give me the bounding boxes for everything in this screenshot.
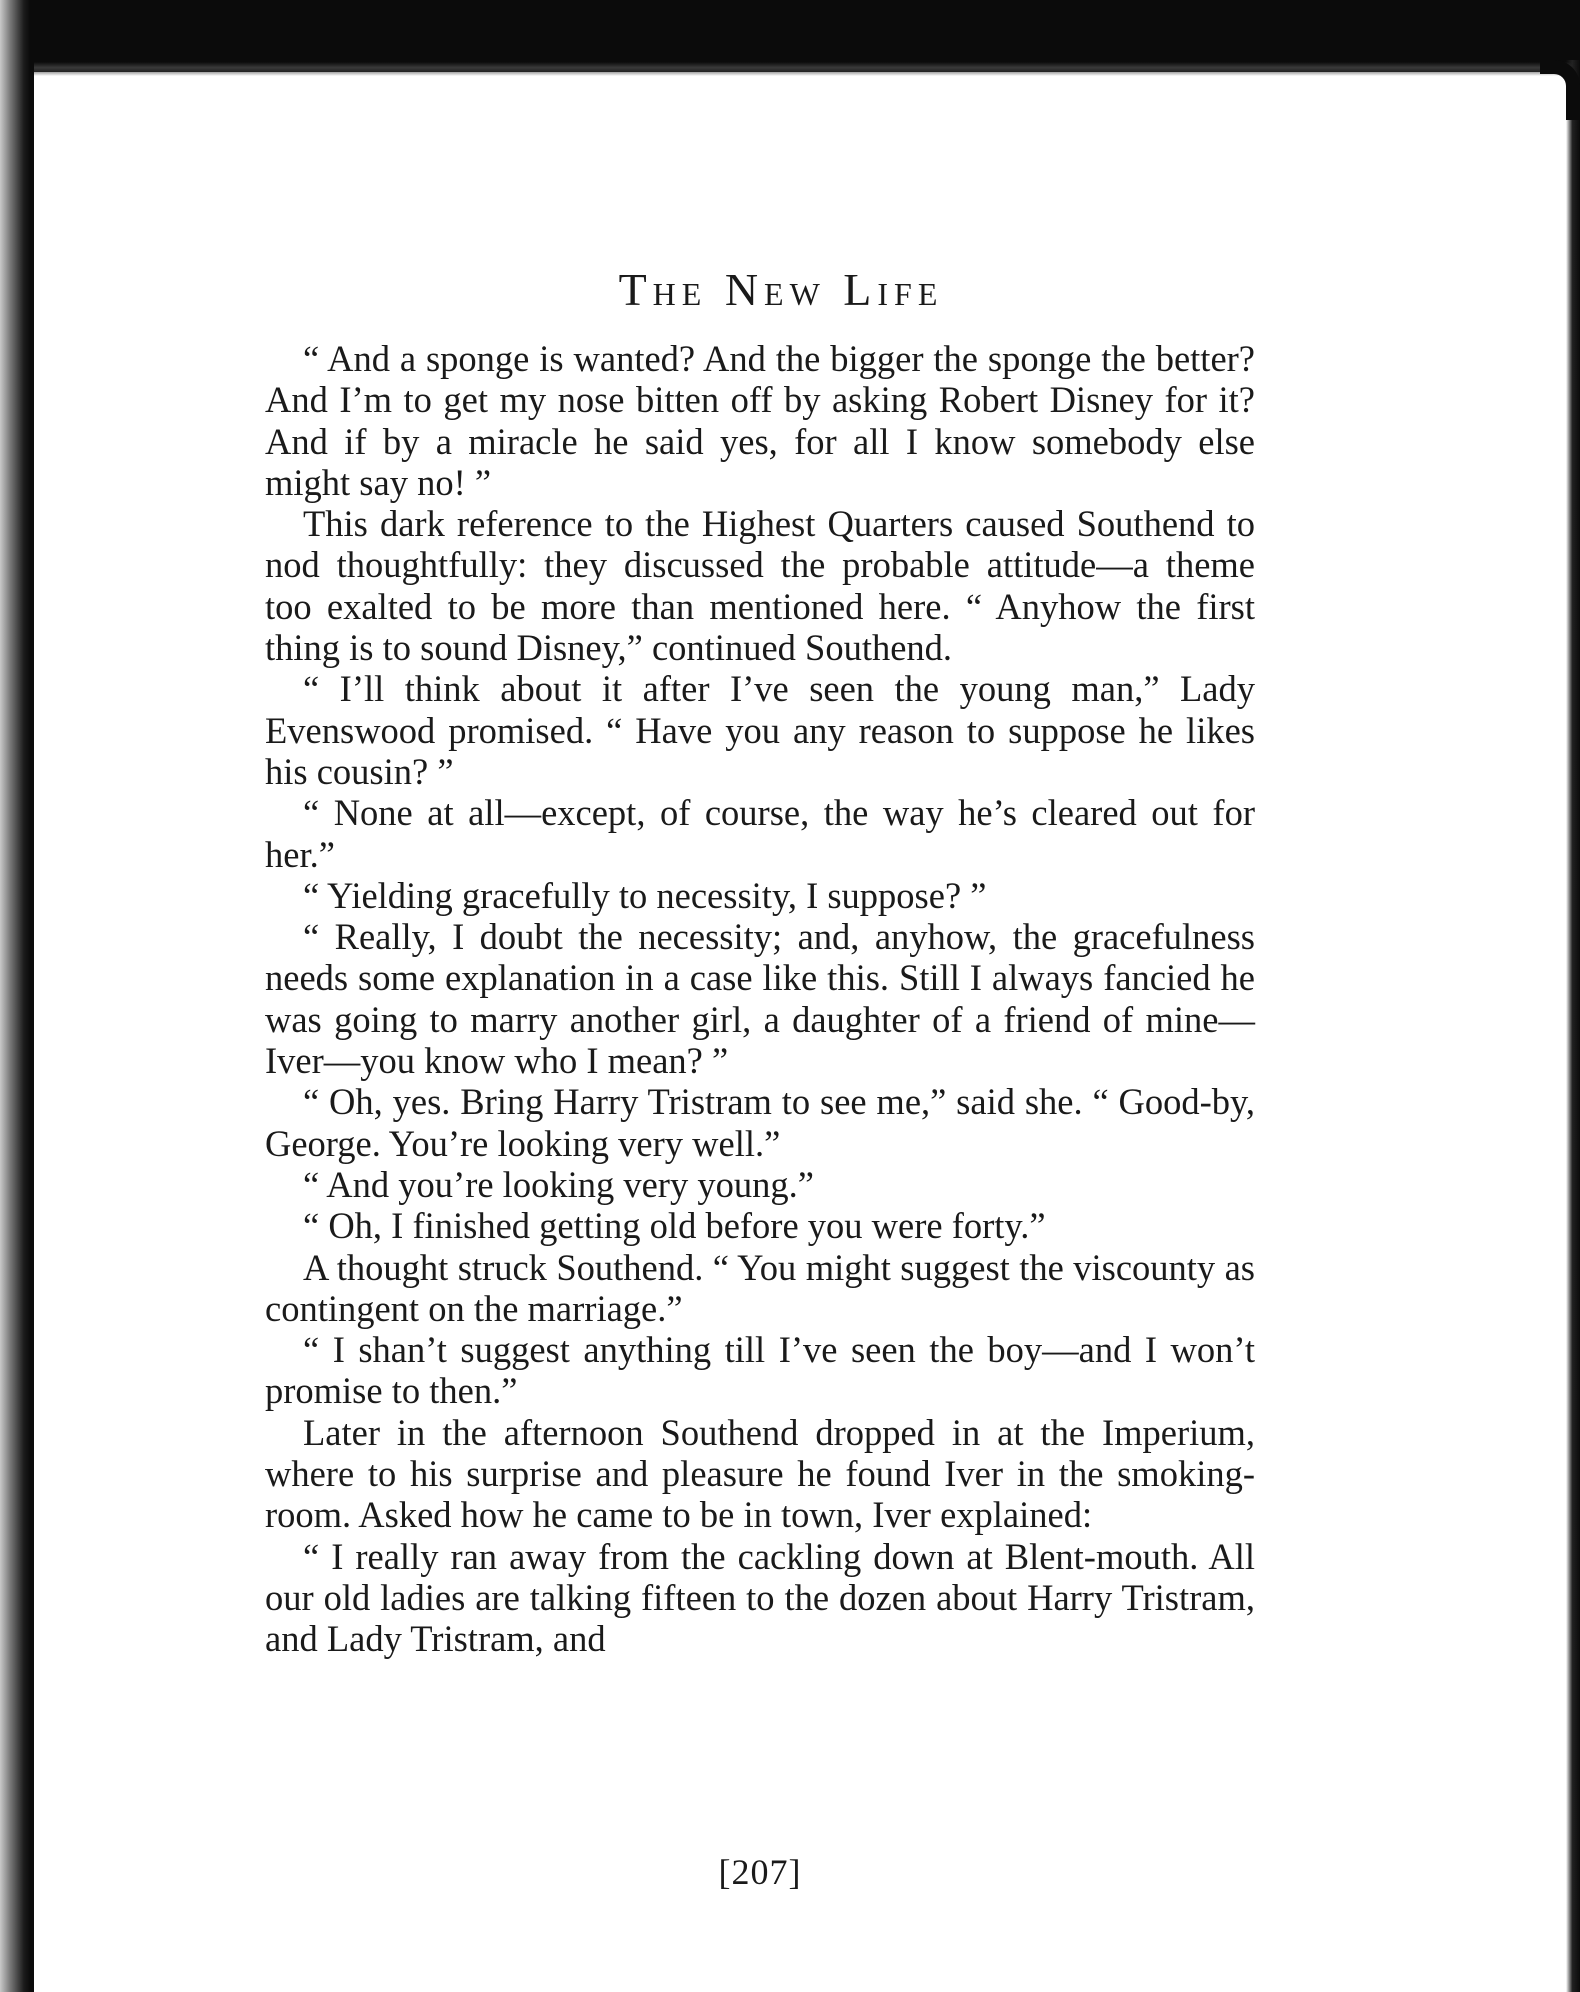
scan-page-curl bbox=[1540, 60, 1580, 120]
paragraph: This dark reference to the Highest Quarters caused Southend to nod thoughtfully: they discussed the probable attitude—a theme too exalted to be more than mentioned here. “ Anyhow the first thing is to sound Disney,” continued Southend. bbox=[265, 503, 1255, 669]
paragraph: Later in the afternoon Southend dropped in at the Imperium, where to his surprise and pleasure he found Iver in the smoking-room. Asked how he came to be in town, Iver explained: bbox=[265, 1411, 1255, 1536]
paragraph: “ I shan’t suggest anything till I’ve seen the boy—and I won’t promise to then.” bbox=[265, 1329, 1255, 1412]
page-number: [207] bbox=[718, 1852, 802, 1892]
paragraph: “ Really, I doubt the necessity; and, anyhow, the gracefulness needs some explanation in a case like this. Still I always fancied he was going to marry another girl, a daughter of a friend of mine—Iver—you know who I mean? ” bbox=[265, 916, 1255, 1082]
paragraph: “ Oh, I finished getting old before you were forty.” bbox=[303, 1205, 1046, 1247]
paragraph: “ Yielding gracefully to necessity, I suppose? ” bbox=[303, 874, 987, 916]
book-page bbox=[265, 262, 1255, 1892]
paragraph: A thought struck Southend. “ You might suggest the viscounty as contingent on the marriage.” bbox=[265, 1246, 1255, 1329]
scan-shadow-left bbox=[0, 0, 34, 1992]
running-head: The New Life bbox=[618, 264, 944, 315]
scan-shadow-right bbox=[1566, 60, 1580, 1992]
paragraph: “ And a sponge is wanted? And the bigger the sponge the better? And I’m to get my nose bitten off by asking Robert Disney for it? And if by a miracle he said yes, for all I know somebody else might say no! ” bbox=[265, 338, 1255, 503]
paragraph: “ And you’re looking very young.” bbox=[303, 1163, 814, 1205]
scan-shadow-top bbox=[0, 0, 1580, 72]
body-text bbox=[265, 338, 1255, 1660]
paragraph: “ I really ran away from the cackling down at Blent-mouth. All our old ladies are talking fifteen to the dozen about Harry Tristram, and Lady Tristram, and bbox=[265, 1535, 1255, 1660]
paragraph: “ None at all—except, of course, the way he’s cleared out for her.” bbox=[265, 792, 1255, 875]
paragraph: “ I’ll think about it after I’ve seen the young man,” Lady Evenswood promised. “ Have you any reason to suppose he likes his cousin? ” bbox=[265, 668, 1255, 792]
paragraph: “ Oh, yes. Bring Harry Tristram to see me,” said she. “ Good-by, George. You’re looking very well.” bbox=[265, 1081, 1255, 1164]
